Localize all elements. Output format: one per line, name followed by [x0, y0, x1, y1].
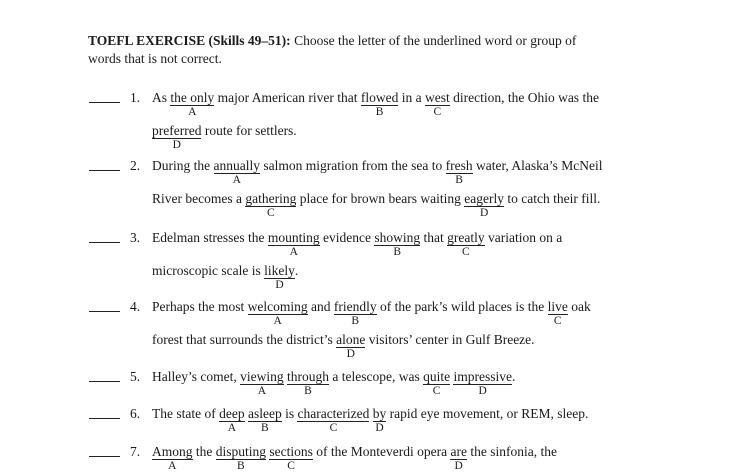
underlined-choice-a [240, 369, 284, 397]
choice-letter: B [304, 385, 312, 397]
underlined-word: deep [219, 406, 245, 421]
instruction-text-2: words that is not correct. [88, 51, 222, 66]
sentence-text: a telescope, was [328, 369, 424, 384]
question-number: 2. [130, 158, 141, 173]
underlined-word: eagerly [464, 191, 505, 206]
underlined-choice-d [336, 332, 366, 360]
underlined-word: through [286, 369, 329, 384]
sentence-text: During the [152, 158, 214, 173]
sentence-text: microscopic scale is [152, 263, 265, 278]
underlined-word: friendly [333, 299, 377, 314]
question-number: 7. [130, 444, 141, 459]
underlined-choice-d [152, 123, 202, 151]
underlined-word: greatly [447, 230, 485, 245]
underlined-choice-a [247, 299, 308, 327]
sentence-line-1 [152, 158, 603, 186]
sentence-text: . [511, 369, 516, 384]
underlined-word: are [450, 444, 467, 459]
choice-letter: A [273, 315, 282, 327]
sentence-line-2 [152, 123, 297, 151]
underlined-word: Among [152, 444, 193, 459]
underlined-choice-d [372, 406, 387, 434]
underlined-word: preferred [152, 123, 202, 138]
underlined-choice-a [213, 158, 261, 186]
choice-letter: B [375, 106, 384, 118]
sentence-text: The state of [152, 406, 220, 421]
underlined-choice-d [450, 444, 467, 472]
underlined-choice-c [547, 299, 568, 327]
underlined-word: showing [374, 230, 421, 245]
underlined-choice-a [170, 90, 215, 118]
sentence-text: variation on a [484, 230, 563, 245]
choice-letter: A [227, 422, 236, 434]
choice-letter: A [257, 385, 267, 397]
instruction-text: Choose the letter of the underlined word or group of [294, 33, 577, 48]
sentence-text: evidence [319, 230, 375, 245]
answer-blank[interactable] [89, 369, 120, 382]
underlined-choice-b [445, 158, 473, 186]
sentence-line-2 [152, 263, 299, 291]
choice-letter: A [168, 460, 177, 472]
underlined-choice-c [447, 230, 485, 258]
underlined-word: flowed [360, 90, 399, 105]
sentence-text: place for brown bears waiting [296, 191, 465, 206]
instruction-continuation [88, 51, 222, 67]
underlined-choice-b [374, 230, 421, 258]
underlined-word: annually [213, 158, 260, 173]
underlined-word: disputing [215, 444, 267, 459]
exercise-title-line [88, 33, 576, 49]
choice-letter: B [261, 422, 269, 434]
sentence-text: route for settlers. [201, 123, 297, 138]
sentence-text: . [294, 263, 299, 278]
choice-letter: D [172, 139, 181, 151]
sentence-text: oak [567, 299, 591, 314]
choice-letter: B [455, 174, 463, 186]
choice-letter: D [454, 460, 463, 472]
question-number: 5. [130, 369, 141, 384]
underlined-choice-b [247, 406, 282, 434]
underlined-word: alone [336, 332, 366, 347]
sentence-text: Edelman stresses the [152, 230, 268, 245]
sentence-text: River becomes a [152, 191, 246, 206]
sentence-text: the [192, 444, 216, 459]
choice-letter: C [553, 315, 562, 327]
choice-letter: D [346, 348, 355, 360]
choice-letter: C [462, 246, 470, 258]
sentence-text: salmon migration from the sea to [260, 158, 446, 173]
sentence-text: rapid eye movement, or REM, sleep. [386, 406, 589, 421]
answer-blank[interactable] [89, 230, 120, 243]
choice-letter: C [432, 385, 441, 397]
underlined-choice-d [264, 263, 295, 291]
choice-letter: C [329, 422, 338, 434]
sentence-line-2 [152, 191, 601, 219]
underlined-choice-b [286, 369, 329, 397]
choice-letter: B [393, 246, 402, 258]
underlined-choice-c [269, 444, 313, 472]
underlined-choice-a [267, 230, 320, 258]
sentence-text: of the park’s wild places is the [376, 299, 548, 314]
sentence-line-1 [152, 90, 599, 118]
underlined-word: by [372, 406, 387, 421]
underlined-choice-d [464, 191, 505, 219]
answer-blank[interactable] [89, 90, 120, 103]
underlined-word: the only [170, 90, 215, 105]
choice-letter: C [287, 460, 295, 472]
sentence-text: that [420, 230, 448, 245]
underlined-word: west [424, 90, 450, 105]
underlined-word: characterized [297, 406, 370, 421]
sentence-text: in a [398, 90, 425, 105]
sentence-text: is [281, 406, 298, 421]
choice-letter: A [289, 246, 298, 258]
question-number: 4. [130, 299, 141, 314]
choice-letter: D [375, 422, 384, 434]
sentence-line-1 [152, 444, 557, 472]
sentence-line-2 [152, 332, 535, 360]
sentence-text: Halley’s comet, [152, 369, 241, 384]
underlined-word: viewing [240, 369, 284, 384]
sentence-text: direction, the Ohio was the [449, 90, 599, 105]
choice-letter: C [267, 207, 275, 219]
answer-blank[interactable] [89, 444, 120, 457]
sentence-text: Perhaps the most [152, 299, 248, 314]
question-number: 3. [130, 230, 141, 245]
choice-letter: B [351, 315, 360, 327]
exercise-title: TOEFL EXERCISE (Skills 49–51): [88, 33, 291, 48]
answer-blank[interactable] [89, 299, 120, 312]
sentence-text: and [307, 299, 334, 314]
sentence-text: the sinfonia, the [466, 444, 557, 459]
choice-letter: D [275, 279, 284, 291]
underlined-choice-d [453, 369, 512, 397]
sentence-line-1 [152, 369, 516, 397]
question-number: 6. [130, 406, 141, 421]
sentence-text: of the Monteverdi opera [312, 444, 451, 459]
underlined-word: sections [269, 444, 313, 459]
answer-blank[interactable] [89, 158, 120, 171]
choice-letter: A [188, 106, 197, 118]
question-number: 1. [130, 90, 141, 105]
underlined-word: mounting [267, 230, 320, 245]
underlined-word: live [547, 299, 568, 314]
sentence-text: major American river that [214, 90, 361, 105]
sentence-text: forest that surrounds the district’s [152, 332, 337, 347]
underlined-choice-c [424, 90, 450, 118]
underlined-word: fresh [445, 158, 473, 173]
sentence-text: As [152, 90, 171, 105]
choice-letter: D [478, 385, 487, 397]
sentence-text: water, Alaska’s McNeil [472, 158, 603, 173]
underlined-choice-b [333, 299, 377, 327]
sentence-line-1 [152, 230, 563, 258]
sentence-text: to catch their fill. [504, 191, 601, 206]
underlined-word: likely [264, 263, 295, 278]
choice-letter: A [232, 174, 241, 186]
sentence-line-1 [152, 406, 589, 434]
underlined-word: welcoming [247, 299, 308, 314]
answer-blank[interactable] [89, 406, 120, 419]
choice-letter: D [479, 207, 489, 219]
underlined-word: quite [423, 369, 451, 384]
underlined-choice-a [152, 444, 193, 472]
underlined-choice-b [215, 444, 267, 472]
underlined-word: asleep [247, 406, 282, 421]
sentence-text: visitors’ center in Gulf Breeze. [365, 332, 535, 347]
choice-letter: C [433, 106, 442, 118]
underlined-choice-c [297, 406, 370, 434]
sentence-line-1 [152, 299, 591, 327]
choice-letter: B [237, 460, 245, 472]
underlined-choice-c [245, 191, 297, 219]
underlined-choice-b [360, 90, 399, 118]
underlined-word: gathering [245, 191, 297, 206]
underlined-choice-a [219, 406, 245, 434]
underlined-word: impressive [453, 369, 512, 384]
underlined-choice-c [423, 369, 451, 397]
